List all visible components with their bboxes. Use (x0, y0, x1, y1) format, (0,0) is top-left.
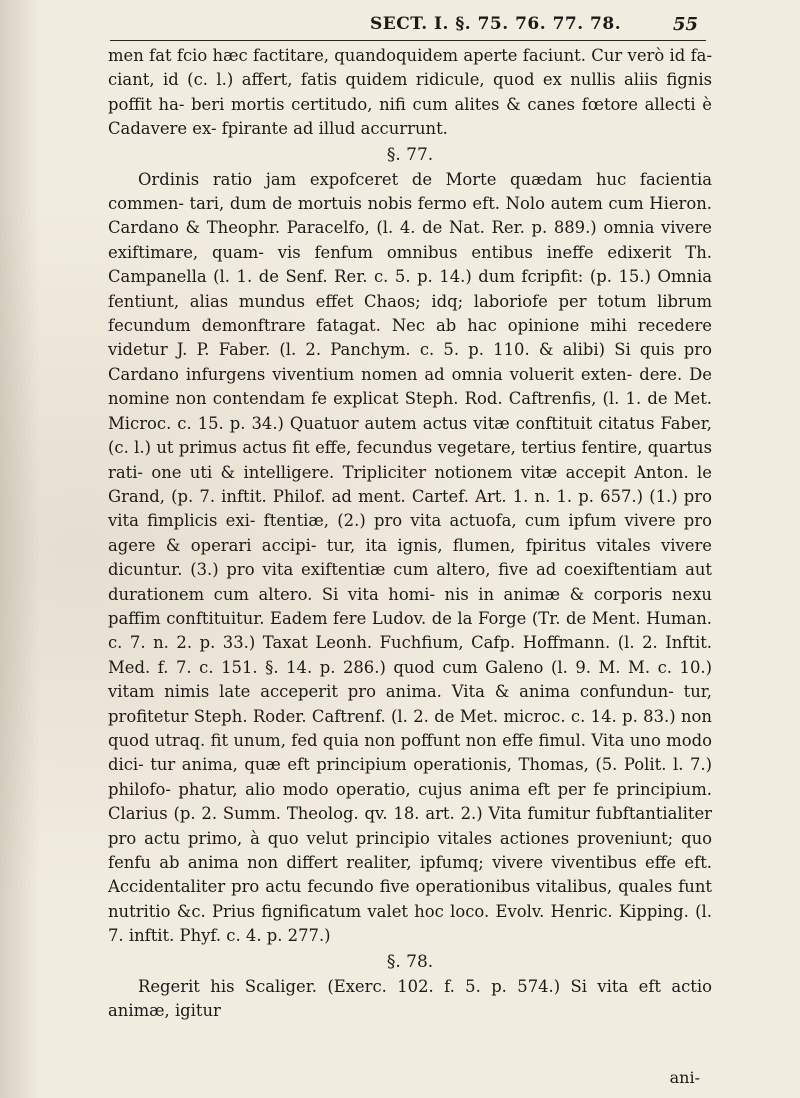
section-heading-77: §. 77. (386, 144, 434, 165)
page-number: 55 (672, 14, 698, 35)
body-text (108, 44, 712, 1023)
catchword: ani- (669, 1068, 700, 1087)
running-title: SECT. I. §. 75. 76. 77. 78. (370, 14, 622, 34)
section-heading-78: §. 78. (386, 951, 434, 972)
paragraph-3: Regerit his Scaliger. (Exerc. 102. f. 5. p. 574.) Si vita eft actio animæ, igitur (108, 976, 712, 1021)
header-rule (110, 40, 706, 41)
paragraph-1: men fat fcio hæc factitare, quandoquidem aperte faciunt. Cur verò id fa- ciant, id (c. l.) affert, fatis quidem ridicule, quod ex nullis aliis fignis poffit ha- beri mortis certitudo, nifi cum alites & canes fœtore allecti è Cadavere ex- fpirante ad illud accurrunt. (108, 46, 712, 139)
paragraph-2: Ordinis ratio jam expofceret de Morte quædam huc facientia commen- tari, dum de mortuis nobis fermo eft. Nolo autem cum Hieron. Cardano & Theophr. Paracelfo, (l. 4. de Nat. Rer. p. 889.) omnia vivere exiftimare, quam- vis fenfum omnibus entibus ineffe edixerit Th. Campanella (l. 1. de Senf. Rer. c. 5. p. 14.) dum fcripfit: (p. 15.) Omnia fentiunt, alias mundus effet Chaos; idq; laboriofe per totum librum fecundum demonftrare fatagat. Nec ab hac opinione mihi recedere videtur J. P. Faber. (l. 2. Panchym. c. 5. p. 110. & alibi) Si quis pro Cardano infurgens viventium nomen ad omnia voluerit exten- dere. De nomine non contendam fe explicat Steph. Rod. Caftrenfis, (l. 1. de Met. Microc. c. 15. p. 34.) Quatuor autem actus vitæ conftituit citatus Faber, (c. l.) ut primus actus fit effe, fecundus vegetare, tertius fentire, quartus rati- one uti & intelligere. Tripliciter notionem vitæ accepit Anton. le Grand, (p. 7. inftit. Philof. ad ment. Cartef. Art. 1. n. 1. p. 657.) (1.) pro vita fimplicis exi- ftentiæ, (2.) pro vita actuofa, cum ipfum vivere pro agere & operari accipi- tur, ita ignis, flumen, fpiritus vitales vivere dicuntur. (3.) pro vita exiftentiæ cum altero, five ad coexiftentiam aut durationem cum altero. Si vita homi- nis in animæ & corporis nexu paffim conftituitur. Eadem fere Ludov. de la Forge (Tr. de Ment. Human. c. 7. n. 2. p. 33.) Taxat Leonh. Fuchfium, Cafp. Hoffmann. (l. 2. Inftit. Med. f. 7. c. 151. §. 14. p. 286.) quod cum Galeno (l. 9. M. M. c. 10.) vitam nimis late acceperit pro anima. Vita & anima confundun- tur, profitetur Steph. Roder. Caftrenf. (l. 2. de Met. microc. c. 14. p. 83.) non quod utraq. fit unum, fed quia non poffunt non effe fimul. Vita uno modo dici- tur anima, quæ eft principium operationis, Thomas, (5. Polit. l. 7.) philofo- phatur, alio modo operatio, cujus anima eft per fe principium. Clarius (p. 2. Summ. Theolog. qv. 18. art. 2.) Vita fumitur fubftantialiter pro actu primo, à quo velut principio vitales actiones proveniunt; quo fenfu ab anima non differt realiter, ipfumq; vivere viventibus effe eft. Accidentaliter pro actu fecundo five operationibus vitalibus, quales funt nutritio &c. Prius fignificatum valet hoc loco. Evolv. Henric. Kipping. (l. 7. inftit. Phyf. c. 4. p. 277.) (108, 169, 712, 946)
